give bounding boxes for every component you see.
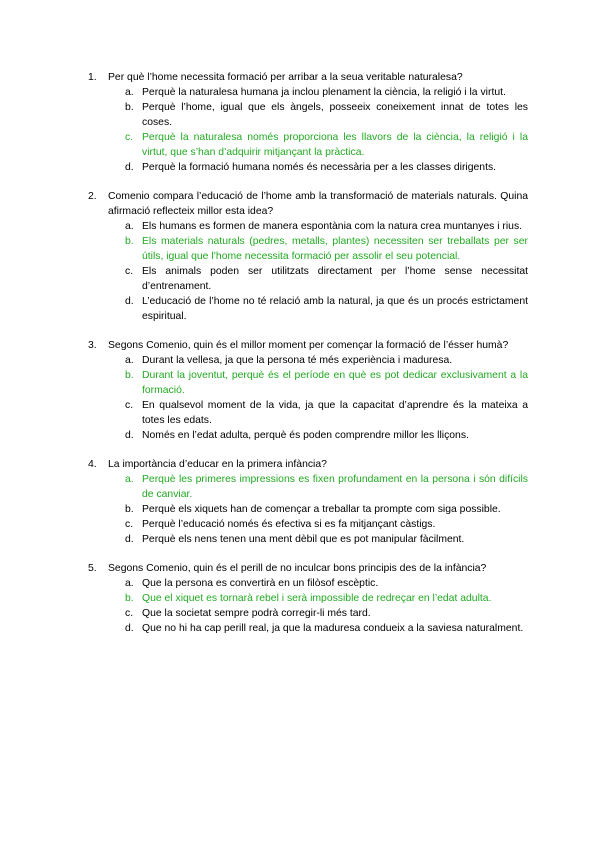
- question-row: [88, 338, 528, 353]
- answer-option-correct: [125, 130, 528, 160]
- answer-list: [88, 85, 528, 175]
- answer-option: [125, 532, 528, 547]
- answer-letter: d.: [125, 430, 134, 441]
- question-number: 3.: [88, 340, 97, 351]
- answer-letter: c.: [125, 132, 134, 143]
- question-number: 2.: [88, 191, 97, 202]
- question-text: Segons Comenio, quin és el millor moment per començar la formació de l’ésser humà?: [108, 340, 509, 351]
- question-row: [88, 189, 528, 219]
- question-5: [88, 561, 528, 636]
- answer-option: [125, 621, 528, 636]
- answer-option: [125, 576, 528, 591]
- answer-letter: d.: [125, 534, 134, 545]
- answer-letter: c.: [125, 400, 134, 411]
- quiz-list: [88, 70, 528, 650]
- answer-letter: a.: [125, 87, 134, 98]
- question-text: La importància d’educar en la primera infància?: [108, 459, 327, 470]
- question-text: Per què l’home necessita formació per arribar a la seua veritable naturalesa?: [108, 72, 463, 83]
- answer-option: [125, 517, 528, 532]
- answer-option: [125, 353, 528, 368]
- question-text: Comenio compara l’educació de l’home amb la transformació de materials naturals. Quina afirmació reflecteix millor esta idea?: [108, 191, 528, 217]
- question-number: 4.: [88, 459, 97, 470]
- answer-text: Que no hi ha cap perill real, ja que la maduresa condueix a la saviesa naturalment.: [142, 623, 524, 634]
- answer-text: L’educació de l’home no té relació amb la natural, ja que és un procés estrictament espiritual.: [142, 296, 528, 322]
- answer-text: Perquè la formació humana només és necessària per a les classes dirigents.: [142, 162, 497, 173]
- answer-text: Que la persona es convertirà en un filòsof escèptic.: [142, 578, 379, 589]
- answer-text: Durant la vellesa, ja que la persona té més experiència i maduresa.: [142, 355, 453, 366]
- answer-option: [125, 606, 528, 621]
- answer-option-correct: [125, 472, 528, 502]
- answer-letter: b.: [125, 593, 134, 604]
- answer-letter: b.: [125, 504, 134, 515]
- question-text: Segons Comenio, quin és el perill de no inculcar bons principis des de la infància?: [108, 563, 487, 574]
- answer-letter: a.: [125, 578, 134, 589]
- answer-text: Que el xiquet es tornarà rebel i serà impossible de redreçar en l’edat adulta.: [142, 593, 492, 604]
- answer-option: [125, 85, 528, 100]
- answer-text: Perquè la naturalesa només proporciona les llavors de la ciència, la religió i la virtut, que s’han d’adquirir mitjançant la pràctica.: [142, 132, 528, 158]
- answer-text: Els materials naturals (pedres, metalls, plantes) necessiten ser treballats per ser útils, igual que l’home necessita formació per assolir el seu potencial.: [142, 236, 528, 262]
- answer-text: Perquè la naturalesa humana ja inclou plenament la ciència, la religió i la virtut.: [142, 87, 506, 98]
- answer-letter: d.: [125, 162, 134, 173]
- answer-letter: a.: [125, 221, 134, 232]
- answer-option: [125, 502, 528, 517]
- answer-option-correct: [125, 234, 528, 264]
- answer-list: [88, 576, 528, 636]
- answer-option: [125, 219, 528, 234]
- question-row: [88, 457, 528, 472]
- answer-letter: b.: [125, 370, 134, 381]
- question-row: [88, 561, 528, 576]
- answer-text: Perquè els xiquets han de començar a treballar ta prompte com siga possible.: [142, 504, 501, 515]
- answer-letter: b.: [125, 102, 134, 113]
- answer-text: Els humans es formen de manera espontània com la natura crea muntanyes i rius.: [142, 221, 523, 232]
- answer-letter: d.: [125, 296, 134, 307]
- answer-text: Només en l’edat adulta, perquè és poden comprendre millor les lliçons.: [142, 430, 469, 441]
- answer-text: Perquè l’educació només és efectiva si es fa mitjançant càstigs.: [142, 519, 436, 530]
- answer-option: [125, 160, 528, 175]
- answer-letter: c.: [125, 266, 134, 277]
- answer-letter: b.: [125, 236, 134, 247]
- answer-list: [88, 472, 528, 547]
- answer-list: [88, 353, 528, 443]
- question-3: [88, 338, 528, 443]
- answer-option-correct: [125, 591, 528, 606]
- question-4: [88, 457, 528, 547]
- answer-text: Perquè els nens tenen una ment dèbil que es pot manipular fàcilment.: [142, 534, 465, 545]
- question-1: [88, 70, 528, 175]
- question-2: [88, 189, 528, 324]
- answer-letter: a.: [125, 474, 134, 485]
- answer-text: Durant la joventut, perquè és el període en què es pot dedicar exclusivament a la formació.: [142, 370, 528, 396]
- answer-option: [125, 428, 528, 443]
- answer-option: [125, 294, 528, 324]
- answer-text: Que la societat sempre podrà corregir-li més tard.: [142, 608, 371, 619]
- answer-letter: a.: [125, 355, 134, 366]
- answer-text: Perquè les primeres impressions es fixen profundament en la persona i són difícils de canviar.: [142, 474, 528, 500]
- answer-list: [88, 219, 528, 324]
- answer-option: [125, 264, 528, 294]
- answer-text: Perquè l’home, igual que els àngels, posseeix coneixement innat de totes les coses.: [142, 102, 528, 128]
- answer-option: [125, 398, 528, 428]
- answer-option: [125, 100, 528, 130]
- answer-letter: c.: [125, 608, 134, 619]
- answer-letter: d.: [125, 623, 134, 634]
- question-row: [88, 70, 528, 85]
- answer-letter: c.: [125, 519, 134, 530]
- answer-text: Els animals poden ser utilitzats directament per l’home sense necessitat d’entrenament.: [142, 266, 528, 292]
- answer-option-correct: [125, 368, 528, 398]
- question-number: 5.: [88, 563, 97, 574]
- question-number: 1.: [88, 72, 97, 83]
- answer-text: En qualsevol moment de la vida, ja que la capacitat d’aprendre és la mateixa a totes les edats.: [142, 400, 528, 426]
